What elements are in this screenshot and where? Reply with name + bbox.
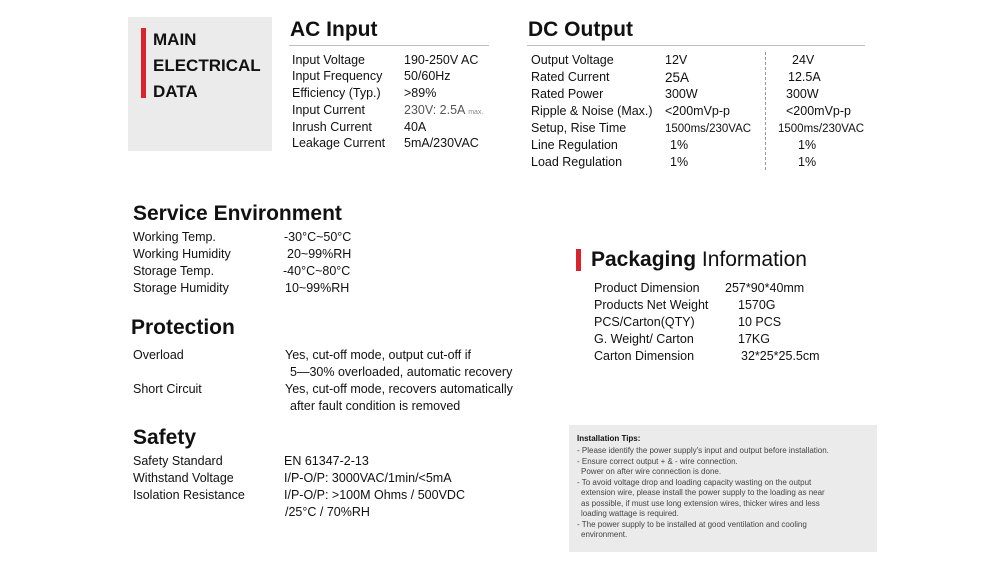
packaging-row-value: 1570G — [738, 298, 776, 312]
ac-input-title: AC Input — [290, 18, 378, 41]
protection-title: Protection — [131, 316, 235, 339]
dc-row-label: Setup, Rise Time — [531, 121, 627, 135]
service-row-label: Storage Humidity — [133, 281, 229, 295]
short-circuit-label: Short Circuit — [133, 382, 202, 396]
installation-tip-line: Power on after wire connection is done. — [581, 467, 722, 476]
ac-row-value — [404, 103, 483, 120]
dc-row-24v: <200mVp-p — [786, 104, 851, 118]
dc-output-divider — [527, 45, 865, 46]
installation-tip-line: - Please identify the power supply's input and output before installation. — [577, 446, 829, 455]
ac-row-label: Leakage Current — [292, 136, 386, 150]
dc-row-label: Rated Power — [531, 87, 604, 101]
isolation-resistance-value: I/P-O/P: >100M Ohms / 500VDC — [284, 488, 465, 502]
dc-row-24v: 300W — [786, 87, 819, 101]
dc-row-label: Output Voltage — [531, 53, 614, 67]
dc-column-divider — [765, 52, 766, 170]
dc-output-title: DC Output — [528, 18, 633, 41]
packaging-information-title — [591, 248, 807, 272]
dc-row-12v: 1% — [670, 138, 689, 152]
installation-tip-line: loading wattage is required. — [581, 509, 679, 518]
ac-row-label: Input Frequency — [292, 69, 383, 83]
ac-row-label: Inrush Current — [292, 120, 372, 134]
dc-row-24v: 1% — [798, 138, 817, 152]
service-row-label: Storage Temp. — [133, 264, 215, 278]
safety-title: Safety — [133, 426, 197, 449]
service-row-label: Working Humidity — [133, 247, 231, 261]
ac-input-divider — [289, 45, 489, 46]
ac-row-label: Input Current — [292, 103, 365, 117]
packaging-row-label: PCS/Carton(QTY) — [594, 315, 695, 329]
service-environment-title: Service Environment — [133, 202, 342, 225]
dc-row-label: Ripple & Noise (Max.) — [531, 104, 653, 118]
service-row-value: -30°C~50°C — [284, 230, 352, 244]
packaging-row-value: 257*90*40mm — [725, 281, 805, 295]
packaging-row-label: G. Weight/ Carton — [594, 332, 694, 346]
input-current-note: max. — [468, 109, 484, 116]
dc-row-12v: 1500ms/230VAC — [665, 123, 752, 135]
ac-row-value: 190-250V AC — [404, 53, 479, 67]
service-row-label: Working Temp. — [133, 230, 216, 244]
service-row-value: -40°C~80°C — [283, 264, 351, 278]
overload-label: Overload — [133, 348, 184, 362]
main-title-line: ELECTRICAL — [153, 56, 261, 75]
isolation-resistance-label: Isolation Resistance — [133, 488, 245, 502]
accent-bar — [576, 249, 581, 271]
dc-row-24v: 1500ms/230VAC — [778, 123, 865, 135]
packaging-row-value: 17KG — [738, 332, 770, 346]
ac-row-label: Input Voltage — [292, 53, 365, 67]
overload-description: Yes, cut-off mode, output cut-off if — [285, 348, 471, 362]
dc-row-24v: 12.5A — [788, 70, 821, 84]
ac-row-label: Efficiency (Typ.) — [292, 86, 381, 100]
short-circuit-description: Yes, cut-off mode, recovers automatically — [285, 382, 513, 396]
dc-row-label: Rated Current — [531, 70, 610, 84]
dc-row-24v: 24V — [792, 53, 815, 67]
main-electrical-data-title — [153, 27, 273, 105]
dc-row-label: Load Regulation — [531, 155, 623, 169]
withstand-voltage-label: Withstand Voltage — [133, 471, 234, 485]
service-row-value: 20~99%RH — [287, 247, 352, 261]
dc-row-12v: 300W — [665, 87, 698, 101]
short-circuit-description: after fault condition is removed — [290, 399, 461, 413]
packaging-row-value: 32*25*25.5cm — [741, 349, 820, 363]
ac-row-value: 50/60Hz — [404, 69, 451, 83]
accent-bar — [141, 28, 146, 98]
packaging-row-label: Carton Dimension — [594, 349, 695, 363]
safety-standard-value: EN 61347-2-13 — [284, 454, 369, 468]
packaging-row-label: Products Net Weight — [594, 298, 709, 312]
packaging-row-label: Product Dimension — [594, 281, 700, 295]
installation-tip-line: - To avoid voltage drop and loading capacity wasting on the output — [577, 477, 812, 487]
installation-tip-line: - The power supply to be installed at good ventilation and cooling — [577, 519, 807, 529]
input-current-value: 230V: 2.5A — [404, 103, 465, 117]
dc-row-12v: 1% — [670, 155, 689, 169]
isolation-resistance-value: /25°C / 70%RH — [285, 505, 370, 519]
ac-row-value: 40A — [404, 120, 427, 134]
dc-row-24v: 1% — [798, 155, 817, 169]
installation-tip-line: environment. — [581, 530, 628, 539]
ac-row-value: 5mA/230VAC — [404, 136, 479, 150]
ac-row-value: >89% — [404, 86, 437, 100]
installation-tip-line: - Ensure correct output + & - wire connection. — [577, 456, 738, 466]
withstand-voltage-value: I/P-O/P: 3000VAC/1min/<5mA — [284, 471, 452, 485]
packaging-title-rest: Information — [696, 248, 807, 271]
main-title-line: MAIN — [153, 30, 197, 49]
packaging-title-bold: Packaging — [591, 248, 697, 271]
dc-row-12v: <200mVp-p — [665, 104, 730, 118]
dc-row-12v: 25A — [665, 70, 690, 85]
installation-tips-title: Installation Tips: — [577, 434, 641, 443]
safety-standard-label: Safety Standard — [133, 454, 223, 468]
main-title-line: DATA — [153, 82, 198, 101]
service-row-value: 10~99%RH — [285, 281, 350, 295]
dc-row-label: Line Regulation — [531, 138, 618, 152]
installation-tip-line: as possible, if must use long extension wires, thicker wires and less — [581, 498, 820, 508]
installation-tip-line: extension wire, please install the power supply to the loading as near — [581, 488, 825, 497]
dc-row-12v: 12V — [665, 53, 688, 67]
packaging-row-value: 10 PCS — [738, 315, 782, 329]
overload-description: 5—30% overloaded, automatic recovery — [290, 365, 513, 379]
